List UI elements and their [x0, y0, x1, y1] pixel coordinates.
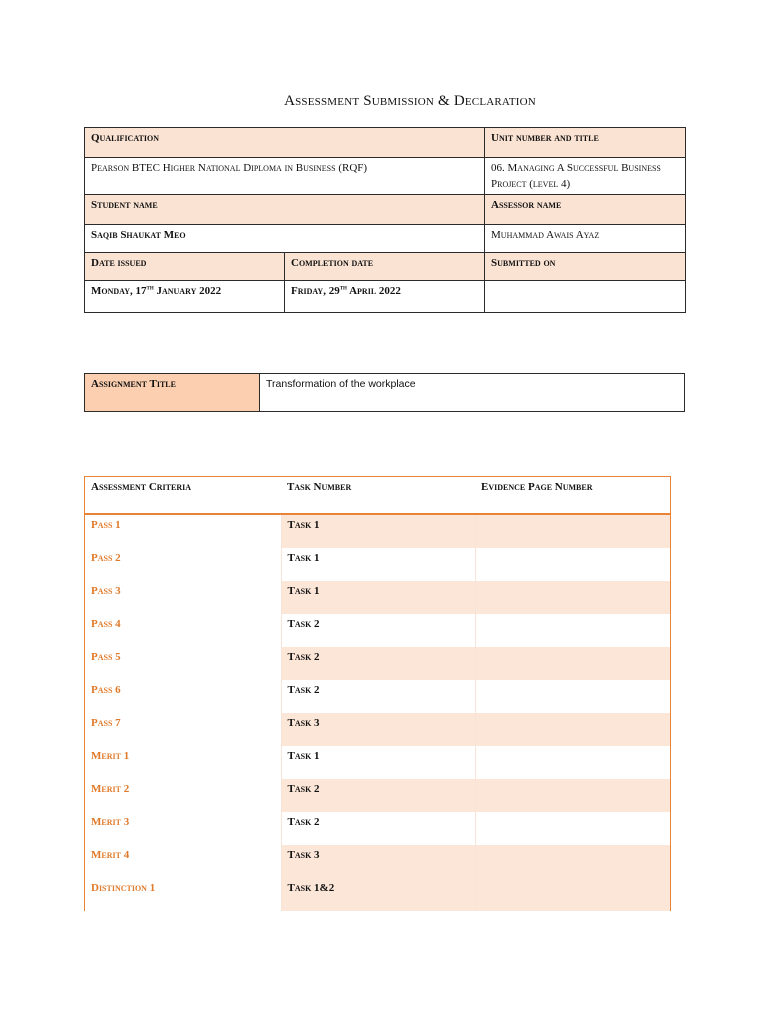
student-name-value: Saqib Shaukat Meo [85, 225, 485, 253]
evidence-cell [475, 614, 670, 647]
table-row [85, 614, 670, 647]
completion-date-value: Friday, 29th April 2022 [285, 281, 485, 313]
task-cell: Task 2 [281, 812, 475, 845]
criteria-cell: Merit 3 [85, 812, 281, 845]
assignment-title-label: Assignment Title [85, 374, 260, 412]
task-cell: Task 2 [281, 647, 475, 680]
assessor-name-value: Muhammad Awais Ayaz [485, 225, 686, 253]
table-row [85, 647, 670, 680]
evidence-cell [475, 878, 670, 911]
task-cell: Task 1 [281, 514, 475, 548]
criteria-cell: Distinction 1 [85, 878, 281, 911]
criteria-cell: Pass 6 [85, 680, 281, 713]
evidence-cell [475, 581, 670, 614]
criteria-table-frame [84, 476, 671, 911]
header-assessment-criteria: Assessment Criteria [85, 477, 281, 514]
evidence-cell [475, 680, 670, 713]
student-name-label: Student name [85, 195, 485, 225]
header-task-number: Task Number [281, 477, 475, 514]
criteria-cell: Merit 2 [85, 779, 281, 812]
criteria-cell: Pass 3 [85, 581, 281, 614]
qualification-label: Qualification [85, 128, 485, 158]
task-cell: Task 1&2 [281, 878, 475, 911]
table-row [85, 514, 670, 548]
unit-value: 06. Managing A Successful Business Project (level 4) [485, 158, 686, 195]
table-row [85, 713, 670, 746]
table-row [85, 779, 670, 812]
submitted-on-label: Submitted on [485, 253, 686, 281]
task-cell: Task 2 [281, 779, 475, 812]
assignment-title-value: Transformation of the workplace [260, 374, 685, 412]
submitted-on-value [485, 281, 686, 313]
evidence-cell [475, 548, 670, 581]
assignment-table [84, 373, 685, 412]
criteria-cell: Merit 4 [85, 845, 281, 878]
table-row [85, 746, 670, 779]
criteria-cell: Pass 7 [85, 713, 281, 746]
evidence-cell [475, 812, 670, 845]
criteria-table [85, 477, 670, 911]
unit-label: Unit number and title [485, 128, 686, 158]
table-row [85, 878, 670, 911]
task-cell: Task 1 [281, 746, 475, 779]
qualification-value: Pearson BTEC Higher National Diploma in Business (RQF) [85, 158, 485, 195]
evidence-cell [475, 779, 670, 812]
task-cell: Task 1 [281, 581, 475, 614]
table-row [85, 680, 670, 713]
date-issued-label: Date issued [85, 253, 285, 281]
criteria-cell: Pass 1 [85, 514, 281, 548]
evidence-cell [475, 845, 670, 878]
table-row [85, 548, 670, 581]
criteria-cell: Pass 5 [85, 647, 281, 680]
assessor-name-label: Assessor name [485, 195, 686, 225]
task-cell: Task 3 [281, 713, 475, 746]
date-issued-value: Monday, 17th January 2022 [85, 281, 285, 313]
table-row [85, 845, 670, 878]
task-cell: Task 1 [281, 548, 475, 581]
task-cell: Task 2 [281, 614, 475, 647]
criteria-cell: Pass 4 [85, 614, 281, 647]
evidence-cell [475, 713, 670, 746]
task-cell: Task 3 [281, 845, 475, 878]
table-row [85, 581, 670, 614]
criteria-cell: Pass 2 [85, 548, 281, 581]
table-row [85, 812, 670, 845]
completion-date-label: Completion date [285, 253, 485, 281]
evidence-cell [475, 647, 670, 680]
header-evidence-page-number: Evidence Page Number [475, 477, 670, 514]
evidence-cell [475, 514, 670, 548]
page-title: Assessment Submission & Declaration [284, 93, 536, 109]
criteria-cell: Merit 1 [85, 746, 281, 779]
evidence-cell [475, 746, 670, 779]
info-table [84, 127, 686, 313]
criteria-header-row [85, 477, 670, 514]
task-cell: Task 2 [281, 680, 475, 713]
